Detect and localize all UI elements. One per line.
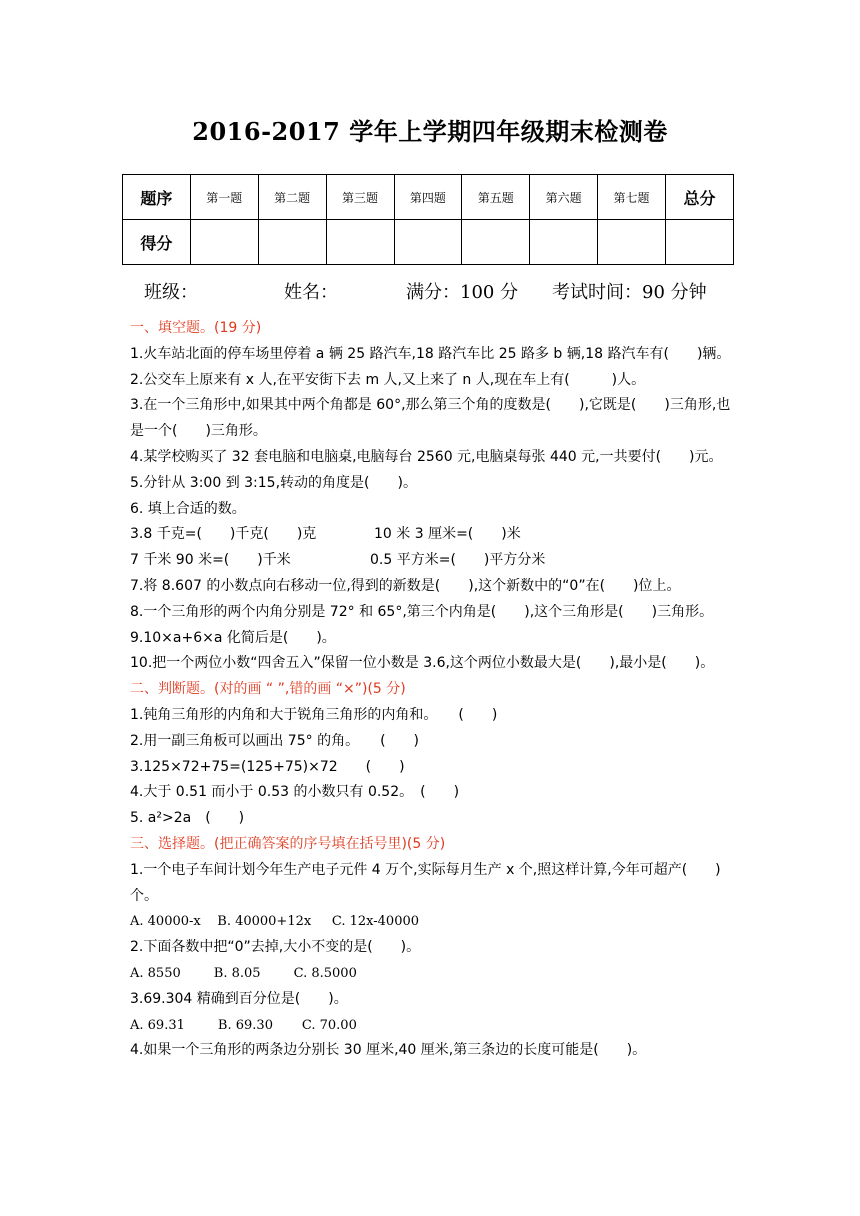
question-item: 4.大于 0.51 而小于 0.53 的小数只有 0.52。 ( ) (130, 784, 460, 801)
question-content (130, 316, 736, 1064)
question-item: 5.分针从 3:00 到 3:15,转动的角度是( )。 (130, 474, 417, 491)
unit-conversion-row (130, 548, 736, 574)
section-heading: 一、填空题。(19 分) (130, 320, 262, 336)
answer-options: A. 40000-x B. 40000+12x C. 12x-40000 (130, 914, 420, 930)
answer-options: A. 8550 B. 8.05 C. 8.5000 (130, 965, 357, 981)
question-item: 2.下面各数中把“0”去掉,大小不变的是( )。 (130, 939, 421, 956)
question-item: 3.在一个三角形中,如果其中两个角都是 60°,那么第三个角的度数是( ),它既是( )三角形,也是一个( )三角形。 (130, 397, 731, 440)
conversion-item: 10 米 3 厘米=( )米 (374, 526, 521, 543)
score-header-cell: 总分 (666, 175, 734, 220)
conversion-item: 0.5 平方米=( )平方分米 (370, 552, 546, 569)
conversion-item: 7 千米 90 米=( )千米 (130, 552, 291, 569)
full-score-label: 满分：100 分 (406, 282, 519, 303)
question-item: 1.钝角三角形的内角和大于锐角三角形的内角和。 ( ) (130, 706, 498, 723)
score-blank-cell (190, 220, 258, 265)
section-heading: 二、判断题。(对的画 “ ”,错的画 “×”)(5 分) (130, 681, 406, 698)
score-header-cell: 第四题 (394, 175, 462, 220)
answer-options: A. 69.31 B. 69.30 C. 70.00 (130, 1017, 357, 1033)
question-item: 4.如果一个三角形的两条边分别长 30 厘米,40 厘米,第三条边的长度可能是( )。 (130, 1042, 647, 1059)
question-item: 10.把一个两位小数“四舍五入”保留一位小数是 3.6,这个两位小数最大是( ),最小是( )。 (130, 655, 715, 672)
question-item: 7.将 8.607 的小数点向右移动一位,得到的新数是( ),这个新数中的“0”在( )位上。 (130, 577, 681, 594)
score-row-label: 得分 (123, 220, 191, 265)
exam-time-label: 考试时间：90 分钟 (552, 282, 707, 303)
question-item: 9.10×a+6×a 化简后是( )。 (130, 629, 336, 646)
question-item: 3.125×72+75=(125+75)×72 ( ) (130, 758, 405, 775)
question-item: 4.某学校购买了 32 套电脑和电脑桌,电脑每台 2560 元,电脑桌每张 440 元,一共要付( )元。 (130, 448, 723, 465)
score-blank-cell (666, 220, 734, 265)
question-item: 1.火车站北面的停车场里停着 a 辆 25 路汽车,18 路汽车比 25 路多 b 辆,18 路汽车有( )辆。 (130, 345, 731, 362)
score-blank-cell (530, 220, 598, 265)
page-title: 2016-2017 学年上学期四年级期末检测卷 (192, 117, 668, 146)
question-item: 3.69.304 精确到百分位是( )。 (130, 990, 348, 1007)
score-table (122, 174, 734, 265)
score-blank-cell (326, 220, 394, 265)
conversion-item: 3.8 千克=( )千克( )克 (130, 526, 317, 543)
question-item: 2.公交车上原来有 x 人,在平安街下去 m 人,又上来了 n 人,现在车上有( )人。 (130, 371, 646, 388)
section-heading: 三、选择题。(把正确答案的序号填在括号里)(5 分) (130, 835, 446, 852)
score-header-cell: 第七题 (598, 175, 666, 220)
score-blank-cell (394, 220, 462, 265)
question-item: 1.一个电子车间计划今年生产电子元件 4 万个,实际每月生产 x 个,照这样计算,今年可超产( )个。 (130, 861, 721, 904)
class-label: 班级： (144, 282, 198, 303)
score-header-cell: 题序 (123, 175, 191, 220)
score-header-cell: 第二题 (258, 175, 326, 220)
unit-conversion-row (130, 522, 736, 548)
question-item: 5. a²>2a ( ) (130, 810, 245, 827)
score-header-cell: 第六题 (530, 175, 598, 220)
question-item: 8.一个三角形的两个内角分别是 72° 和 65°,第三个内角是( ),这个三角形是( )三角形。 (130, 603, 714, 620)
score-table-score-row (123, 220, 734, 265)
score-blank-cell (258, 220, 326, 265)
name-label: 姓名： (284, 282, 338, 303)
score-blank-cell (462, 220, 530, 265)
score-header-cell: 第五题 (462, 175, 530, 220)
score-table-header-row (123, 175, 734, 220)
score-header-cell: 第三题 (326, 175, 394, 220)
question-item: 6. 填上合适的数。 (130, 500, 246, 517)
score-blank-cell (598, 220, 666, 265)
score-header-cell: 第一题 (190, 175, 258, 220)
question-item: 2.用一副三角板可以画出 75° 的角。 ( ) (130, 732, 419, 749)
